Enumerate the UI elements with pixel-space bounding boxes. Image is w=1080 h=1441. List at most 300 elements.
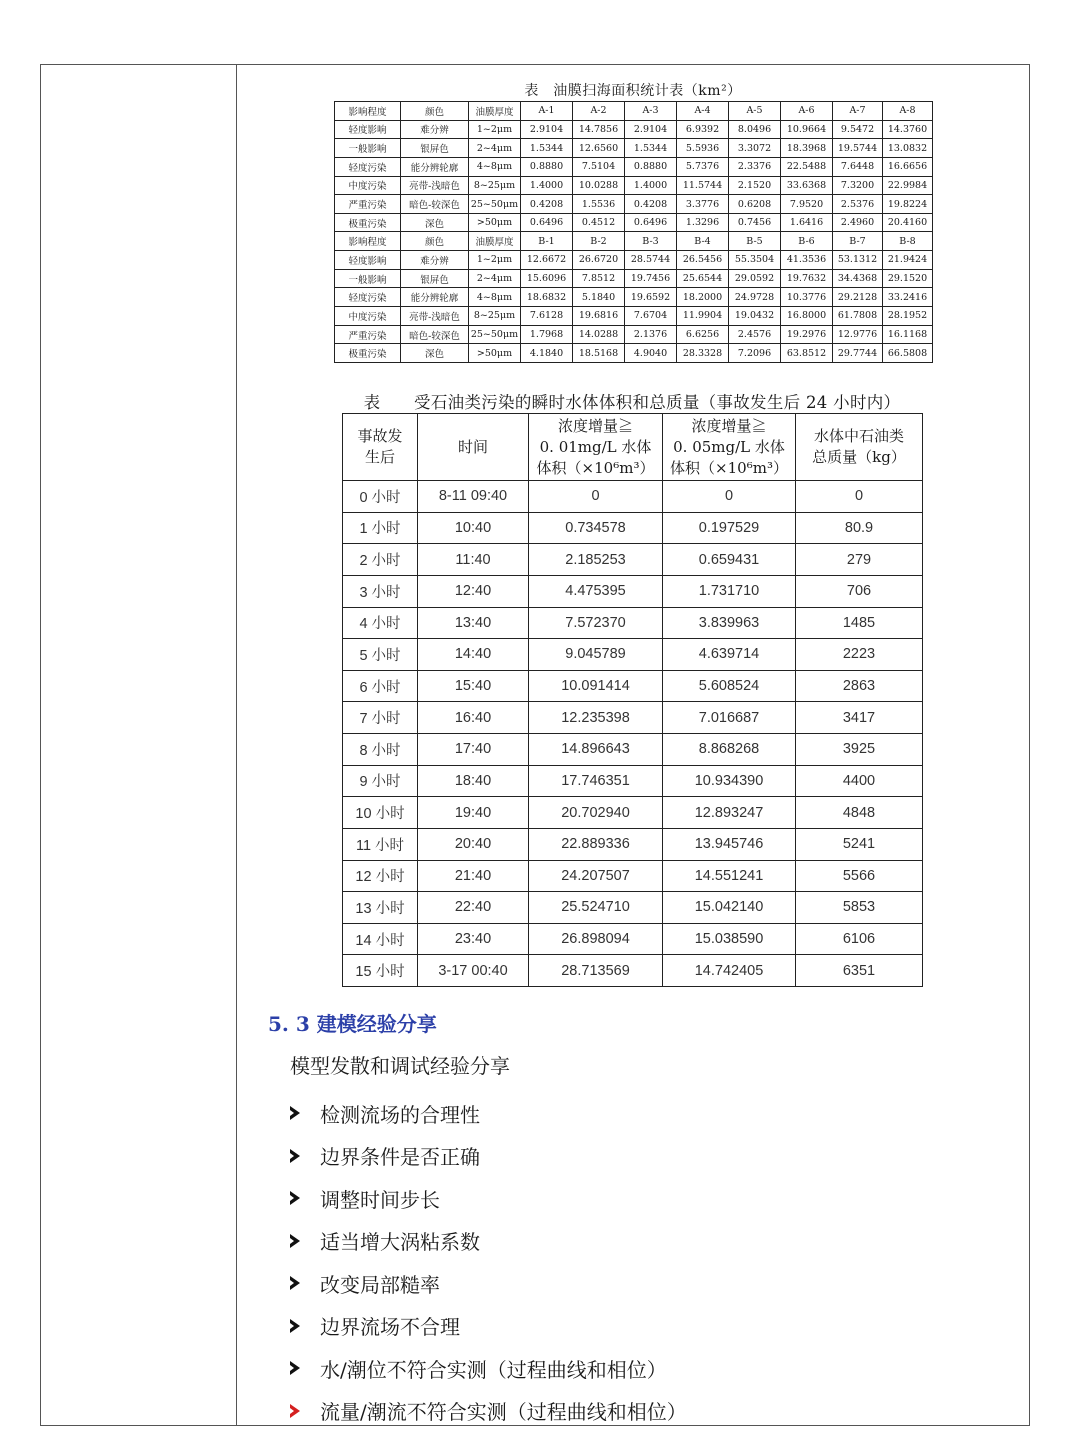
table2-cell: 21:40: [418, 860, 529, 892]
table1-cell: 5.5936: [677, 139, 729, 158]
table2-cell: 3925: [796, 734, 923, 766]
frame-divider: [236, 64, 237, 1426]
table1-cell: 29.7744: [833, 344, 883, 363]
table2-cell: 20:40: [418, 828, 529, 860]
tip-item: [290, 1177, 687, 1220]
table2-cell: 22:40: [418, 892, 529, 924]
table1-cell: A-5: [729, 102, 781, 121]
table1-cell: 19.5744: [833, 139, 883, 158]
table2-cell: 12.893247: [663, 797, 796, 829]
tip-text: 边界流场不合理: [320, 1315, 460, 1340]
table2-row: [343, 765, 923, 797]
table1-cell: 29.0592: [729, 269, 781, 288]
table1-cell: 33.2416: [883, 288, 933, 307]
table1-row: [335, 288, 933, 307]
table1-cell: 28.3328: [677, 344, 729, 363]
table1-cell: 61.7808: [833, 307, 883, 326]
table1-cell: 银屏色: [401, 269, 469, 288]
table1-cell: 2.9104: [625, 120, 677, 139]
table1-cell: 严重污染: [335, 325, 401, 344]
tip-text: 流量/潮流不符合实测（过程曲线和相位）: [320, 1400, 687, 1425]
table2-cell: 3-17 00:40: [418, 955, 529, 987]
table2-cell: 8-11 09:40: [418, 481, 529, 513]
table1-cell: 19.7456: [625, 269, 677, 288]
table1-cell: 难分辨: [401, 120, 469, 139]
table1-header-row: [335, 232, 933, 251]
tip-item: [290, 1220, 687, 1263]
table2-cell: 0: [529, 481, 663, 513]
arrow-bullet-icon: [290, 1191, 300, 1205]
table2-row: [343, 828, 923, 860]
table1-cell: 10.9664: [781, 120, 833, 139]
table1-cell: 能分辨轮廓: [401, 157, 469, 176]
table2-cell: 10:40: [418, 512, 529, 544]
table2-cell: 5853: [796, 892, 923, 924]
table1-cell: 7.9520: [781, 195, 833, 214]
table2-row: [343, 860, 923, 892]
table2-cell: 7.572370: [529, 607, 663, 639]
table1-cell: 18.2000: [677, 288, 729, 307]
table1-cell: 19.0432: [729, 307, 781, 326]
table1-cell: 4~8μm: [469, 157, 521, 176]
table1-cell: 28.1952: [883, 307, 933, 326]
table1-cell: 轻度污染: [335, 288, 401, 307]
table1-cell: 1.5536: [573, 195, 625, 214]
table2-cell: 4.475395: [529, 575, 663, 607]
table1-cell: 1.5344: [521, 139, 573, 158]
table2-cell: 14.896643: [529, 734, 663, 766]
table2-row: [343, 955, 923, 987]
table1-cell: 2.4960: [833, 213, 883, 232]
table2-cell: 10 小时: [343, 797, 418, 829]
table1-cell: 0.8880: [521, 157, 573, 176]
table2-cell: 3.839963: [663, 607, 796, 639]
arrow-bullet-icon: [290, 1276, 300, 1290]
table2-cell: 15.042140: [663, 892, 796, 924]
table1-cell: 18.3968: [781, 139, 833, 158]
table2-cell: 8.868268: [663, 734, 796, 766]
table2-cell: 13.945746: [663, 828, 796, 860]
table1-cell: 53.1312: [833, 251, 883, 270]
table1-cell: B-2: [573, 232, 625, 251]
table1-cell: 亮带-浅暗色: [401, 307, 469, 326]
table2-cell: 1.731710: [663, 575, 796, 607]
table2-cell: 18:40: [418, 765, 529, 797]
table1-cell: >50μm: [469, 213, 521, 232]
table1-cell: 24.9728: [729, 288, 781, 307]
table1-cell: B-3: [625, 232, 677, 251]
table1-cell: A-3: [625, 102, 677, 121]
table1-cell: B-8: [883, 232, 933, 251]
table2-cell: 6106: [796, 923, 923, 955]
table1-cell: 2.5376: [833, 195, 883, 214]
table1-cell: 9.5472: [833, 120, 883, 139]
tip-item: [290, 1135, 687, 1178]
table1-cell: 油膜厚度: [469, 102, 521, 121]
table1-cell: 1.4000: [625, 176, 677, 195]
table1-cell: 26.5456: [677, 251, 729, 270]
table1-cell: 41.3536: [781, 251, 833, 270]
table1-cell: 18.6832: [521, 288, 573, 307]
table1-cell: 1.5344: [625, 139, 677, 158]
table1-cell: 4.1840: [521, 344, 573, 363]
table1-cell: 8.0496: [729, 120, 781, 139]
table1-cell: 油膜厚度: [469, 232, 521, 251]
table2-cell: 15 小时: [343, 955, 418, 987]
table2-cell: 17:40: [418, 734, 529, 766]
table1-cell: 66.5808: [883, 344, 933, 363]
table1-cell: 12.6672: [521, 251, 573, 270]
table2-cell: 0.197529: [663, 512, 796, 544]
table2-cell: 2223: [796, 639, 923, 671]
section-subheading: 模型发散和调试经验分享: [290, 1054, 510, 1078]
table1-cell: B-1: [521, 232, 573, 251]
table1-cell: 2.1376: [625, 325, 677, 344]
table1-cell: 轻度污染: [335, 157, 401, 176]
table1-cell: 1~2μm: [469, 120, 521, 139]
table1-cell: 极重污染: [335, 213, 401, 232]
table2-cell: 23:40: [418, 923, 529, 955]
table1-cell: A-1: [521, 102, 573, 121]
table2-cell: 19:40: [418, 797, 529, 829]
table1-cell: 22.9984: [883, 176, 933, 195]
table2-cell: 15:40: [418, 670, 529, 702]
table2-cell: 28.713569: [529, 955, 663, 987]
table1-row: [335, 269, 933, 288]
table2-cell: 9.045789: [529, 639, 663, 671]
table1-cell: 10.0288: [573, 176, 625, 195]
table1-cell: 2~4μm: [469, 139, 521, 158]
table2-header-line: 事故发: [357, 427, 403, 445]
arrow-bullet-icon: [290, 1234, 300, 1248]
table1-cell: 7.5104: [573, 157, 625, 176]
table2-cell: 25.524710: [529, 892, 663, 924]
table2-row: [343, 702, 923, 734]
table1-cell: 暗色-较深色: [401, 195, 469, 214]
table1-cell: 6.9392: [677, 120, 729, 139]
table1-cell: 1~2μm: [469, 251, 521, 270]
table1-cell: 8~25μm: [469, 176, 521, 195]
table1-cell: 7.6448: [833, 157, 883, 176]
table1-cell: 3.3776: [677, 195, 729, 214]
tips-list: [290, 1092, 687, 1432]
table1-cell: 19.6816: [573, 307, 625, 326]
table2-cell: 14:40: [418, 639, 529, 671]
table2-cell: 4400: [796, 765, 923, 797]
table2-header-line: 0. 05mg/L 水体: [673, 437, 785, 456]
table1-cell: 13.0832: [883, 139, 933, 158]
table2-cell: 15.038590: [663, 923, 796, 955]
table1-row: [335, 344, 933, 363]
table2-cell: 0: [663, 481, 796, 513]
table1-cell: 33.6368: [781, 176, 833, 195]
table1-cell: 能分辨轮廓: [401, 288, 469, 307]
table1-cell: 20.4160: [883, 213, 933, 232]
table2-cell: 12:40: [418, 575, 529, 607]
table2-cell: 80.9: [796, 512, 923, 544]
arrow-bullet-icon: [290, 1404, 300, 1418]
table1-cell: 34.4368: [833, 269, 883, 288]
table1-cell: 19.8224: [883, 195, 933, 214]
table2-header-line: 生后: [364, 448, 395, 466]
table1-row: [335, 157, 933, 176]
tip-text: 边界条件是否正确: [320, 1145, 480, 1170]
table1-cell: 暗色-较深色: [401, 325, 469, 344]
table1-cell: 16.8000: [781, 307, 833, 326]
table1-cell: 29.2128: [833, 288, 883, 307]
table2-cell: 6351: [796, 955, 923, 987]
table1-cell: 3.3072: [729, 139, 781, 158]
table1-cell: 15.6096: [521, 269, 573, 288]
table2-header-cell: [796, 414, 923, 481]
table2-cell: 7.016687: [663, 702, 796, 734]
table2-header-line: 浓度增量≧: [691, 416, 767, 435]
table1-cell: 7.2096: [729, 344, 781, 363]
table1-cell: 29.1520: [883, 269, 933, 288]
table2-cell: 14.551241: [663, 860, 796, 892]
table2-cell: 14.742405: [663, 955, 796, 987]
table2-cell: 2 小时: [343, 544, 418, 576]
table2-cell: 9 小时: [343, 765, 418, 797]
table1-cell: B-6: [781, 232, 833, 251]
table1-cell: 0.6208: [729, 195, 781, 214]
table2-cell: 26.898094: [529, 923, 663, 955]
table1-cell: 10.3776: [781, 288, 833, 307]
table2-cell: 0.659431: [663, 544, 796, 576]
table2-row: [343, 923, 923, 955]
table2-cell: 10.091414: [529, 670, 663, 702]
tip-text: 适当增大涡粘系数: [320, 1230, 480, 1255]
table1-cell: 颜色: [401, 102, 469, 121]
table1-row: [335, 251, 933, 270]
table1-cell: 深色: [401, 213, 469, 232]
tip-item: [290, 1390, 687, 1433]
table1-cell: 1.7968: [521, 325, 573, 344]
table2-cell: 0 小时: [343, 481, 418, 513]
table2-cell: 11:40: [418, 544, 529, 576]
table2-header-line: 0. 01mg/L 水体: [539, 437, 652, 456]
table2-row: [343, 481, 923, 513]
table1-cell: 14.7856: [573, 120, 625, 139]
table1-cell: 21.9424: [883, 251, 933, 270]
table2-header-line: 浓度增量≧: [557, 416, 633, 435]
table1-caption: 表 油膜扫海面积统计表（km²）: [524, 83, 742, 99]
table1-cell: 25.6544: [677, 269, 729, 288]
table1-cell: 中度污染: [335, 176, 401, 195]
table2-header-line: 时间: [457, 437, 488, 456]
table2-cell: 12 小时: [343, 860, 418, 892]
table1-cell: 1.3296: [677, 213, 729, 232]
table1-cell: 2.1520: [729, 176, 781, 195]
table2-cell: 13:40: [418, 607, 529, 639]
tip-item: [290, 1347, 687, 1390]
table1-cell: 18.5168: [573, 344, 625, 363]
table1-cell: 25~50μm: [469, 325, 521, 344]
table1-cell: 7.8512: [573, 269, 625, 288]
table1-row: [335, 307, 933, 326]
table1-cell: B-4: [677, 232, 729, 251]
table2-row: [343, 670, 923, 702]
table1-cell: 影响程度: [335, 102, 401, 121]
table2-row: [343, 544, 923, 576]
table1-cell: 7.6128: [521, 307, 573, 326]
table1-cell: 轻度影响: [335, 120, 401, 139]
table1-cell: 0.4208: [521, 195, 573, 214]
table1-cell: 0.6496: [521, 213, 573, 232]
table2-cell: 12.235398: [529, 702, 663, 734]
tip-text: 改变局部糙率: [320, 1272, 440, 1297]
table2-cell: 2.185253: [529, 544, 663, 576]
table2-cell: 8 小时: [343, 734, 418, 766]
table2-row: [343, 639, 923, 671]
table2-cell: 24.207507: [529, 860, 663, 892]
table1-cell: 55.3504: [729, 251, 781, 270]
table1-cell: 轻度影响: [335, 251, 401, 270]
tip-text: 水/潮位不符合实测（过程曲线和相位）: [320, 1357, 667, 1382]
table1-row: [335, 139, 933, 158]
table2-cell: 5566: [796, 860, 923, 892]
table2-cell: 3 小时: [343, 575, 418, 607]
table1-cell: 16.6656: [883, 157, 933, 176]
table1-cell: 0.4208: [625, 195, 677, 214]
table1-cell: B-7: [833, 232, 883, 251]
arrow-bullet-icon: [290, 1361, 300, 1375]
table1-cell: 63.8512: [781, 344, 833, 363]
table2-cell: 10.934390: [663, 765, 796, 797]
table1-cell: 2.3376: [729, 157, 781, 176]
table2-row: [343, 607, 923, 639]
table2-cell: 4 小时: [343, 607, 418, 639]
table1-row: [335, 120, 933, 139]
tip-item: [290, 1092, 687, 1135]
table1-cell: 16.1168: [883, 325, 933, 344]
table1-cell: 2.9104: [521, 120, 573, 139]
table1-cell: 深色: [401, 344, 469, 363]
oil-film-area-table: [334, 101, 933, 363]
table2-cell: 14 小时: [343, 923, 418, 955]
tip-text: 检测流场的合理性: [320, 1102, 480, 1127]
table2-header-cell: [663, 414, 796, 481]
table1-cell: 5.1840: [573, 288, 625, 307]
table1-cell: 1.6416: [781, 213, 833, 232]
table1-cell: 19.6592: [625, 288, 677, 307]
table2-header-cell: [343, 414, 418, 481]
table1-cell: 银屏色: [401, 139, 469, 158]
table2-cell: 22.889336: [529, 828, 663, 860]
table2-cell: 11 小时: [343, 828, 418, 860]
table1-cell: 一般影响: [335, 269, 401, 288]
table1-cell: 0.7456: [729, 213, 781, 232]
table1-cell: 0.4512: [573, 213, 625, 232]
table2-cell: 2863: [796, 670, 923, 702]
table1-cell: 严重污染: [335, 195, 401, 214]
table2-caption: 表 受石油类污染的瞬时水体体积和总质量（事故发生后 24 小时内）: [363, 393, 901, 412]
table1-cell: 6.6256: [677, 325, 729, 344]
section-heading: 5. 3 建模经验分享: [268, 1012, 437, 1036]
table1-cell: 14.3760: [883, 120, 933, 139]
table1-row: [335, 325, 933, 344]
table2-cell: 6 小时: [343, 670, 418, 702]
table2-cell: 13 小时: [343, 892, 418, 924]
table1-cell: 5.7376: [677, 157, 729, 176]
table1-cell: 难分辨: [401, 251, 469, 270]
table1-cell: 亮带-浅暗色: [401, 176, 469, 195]
arrow-bullet-icon: [290, 1149, 300, 1163]
table1-cell: 14.0288: [573, 325, 625, 344]
table1-cell: 4.9040: [625, 344, 677, 363]
table1-cell: A-2: [573, 102, 625, 121]
table2-cell: 1485: [796, 607, 923, 639]
tip-item: [290, 1305, 687, 1348]
table1-row: [335, 195, 933, 214]
table1-cell: B-5: [729, 232, 781, 251]
table1-cell: 28.5744: [625, 251, 677, 270]
tip-item: [290, 1262, 687, 1305]
polluted-water-volume-table: [342, 413, 923, 987]
table1-cell: 11.5744: [677, 176, 729, 195]
table2-cell: 5.608524: [663, 670, 796, 702]
table1-cell: 2.4576: [729, 325, 781, 344]
table2-cell: 7 小时: [343, 702, 418, 734]
table2-header-cell: [529, 414, 663, 481]
table1-cell: 19.2976: [781, 325, 833, 344]
table1-cell: A-7: [833, 102, 883, 121]
table1-cell: A-8: [883, 102, 933, 121]
table1-cell: >50μm: [469, 344, 521, 363]
table2-row: [343, 512, 923, 544]
table1-cell: 7.6704: [625, 307, 677, 326]
table2-cell: 706: [796, 575, 923, 607]
table2-cell: 4848: [796, 797, 923, 829]
table1-cell: 1.4000: [521, 176, 573, 195]
table2-header-line: 体积（×10⁶m³）: [670, 458, 788, 477]
table1-cell: 2~4μm: [469, 269, 521, 288]
table1-cell: 颜色: [401, 232, 469, 251]
table2-row: [343, 892, 923, 924]
table2-cell: 17.746351: [529, 765, 663, 797]
table2-cell: 20.702940: [529, 797, 663, 829]
table1-cell: 8~25μm: [469, 307, 521, 326]
table1-cell: 22.5488: [781, 157, 833, 176]
table1-cell: 影响程度: [335, 232, 401, 251]
table2-header-cell: [418, 414, 529, 481]
table2-row: [343, 575, 923, 607]
table1-cell: 中度污染: [335, 307, 401, 326]
table2-cell: 4.639714: [663, 639, 796, 671]
table1-cell: 4~8μm: [469, 288, 521, 307]
tip-text: 调整时间步长: [320, 1187, 440, 1212]
table2-cell: 5 小时: [343, 639, 418, 671]
table1-row: [335, 213, 933, 232]
table1-cell: 26.6720: [573, 251, 625, 270]
table1-header-row: [335, 102, 933, 121]
table1-cell: 19.7632: [781, 269, 833, 288]
table2-cell: 5241: [796, 828, 923, 860]
table2-cell: 3417: [796, 702, 923, 734]
table2-header-line: 水体中石油类: [813, 427, 904, 445]
table2-cell: 1 小时: [343, 512, 418, 544]
table1-cell: 12.6560: [573, 139, 625, 158]
table2-cell: 0.734578: [529, 512, 663, 544]
table1-cell: 25~50μm: [469, 195, 521, 214]
table1-cell: 0.6496: [625, 213, 677, 232]
table1-cell: 极重污染: [335, 344, 401, 363]
table1-cell: 一般影响: [335, 139, 401, 158]
table2-header-line: 总质量（kg）: [812, 448, 906, 466]
table2-header-line: 体积（×10⁶m³）: [536, 458, 655, 477]
table1-row: [335, 176, 933, 195]
table1-cell: 0.8880: [625, 157, 677, 176]
